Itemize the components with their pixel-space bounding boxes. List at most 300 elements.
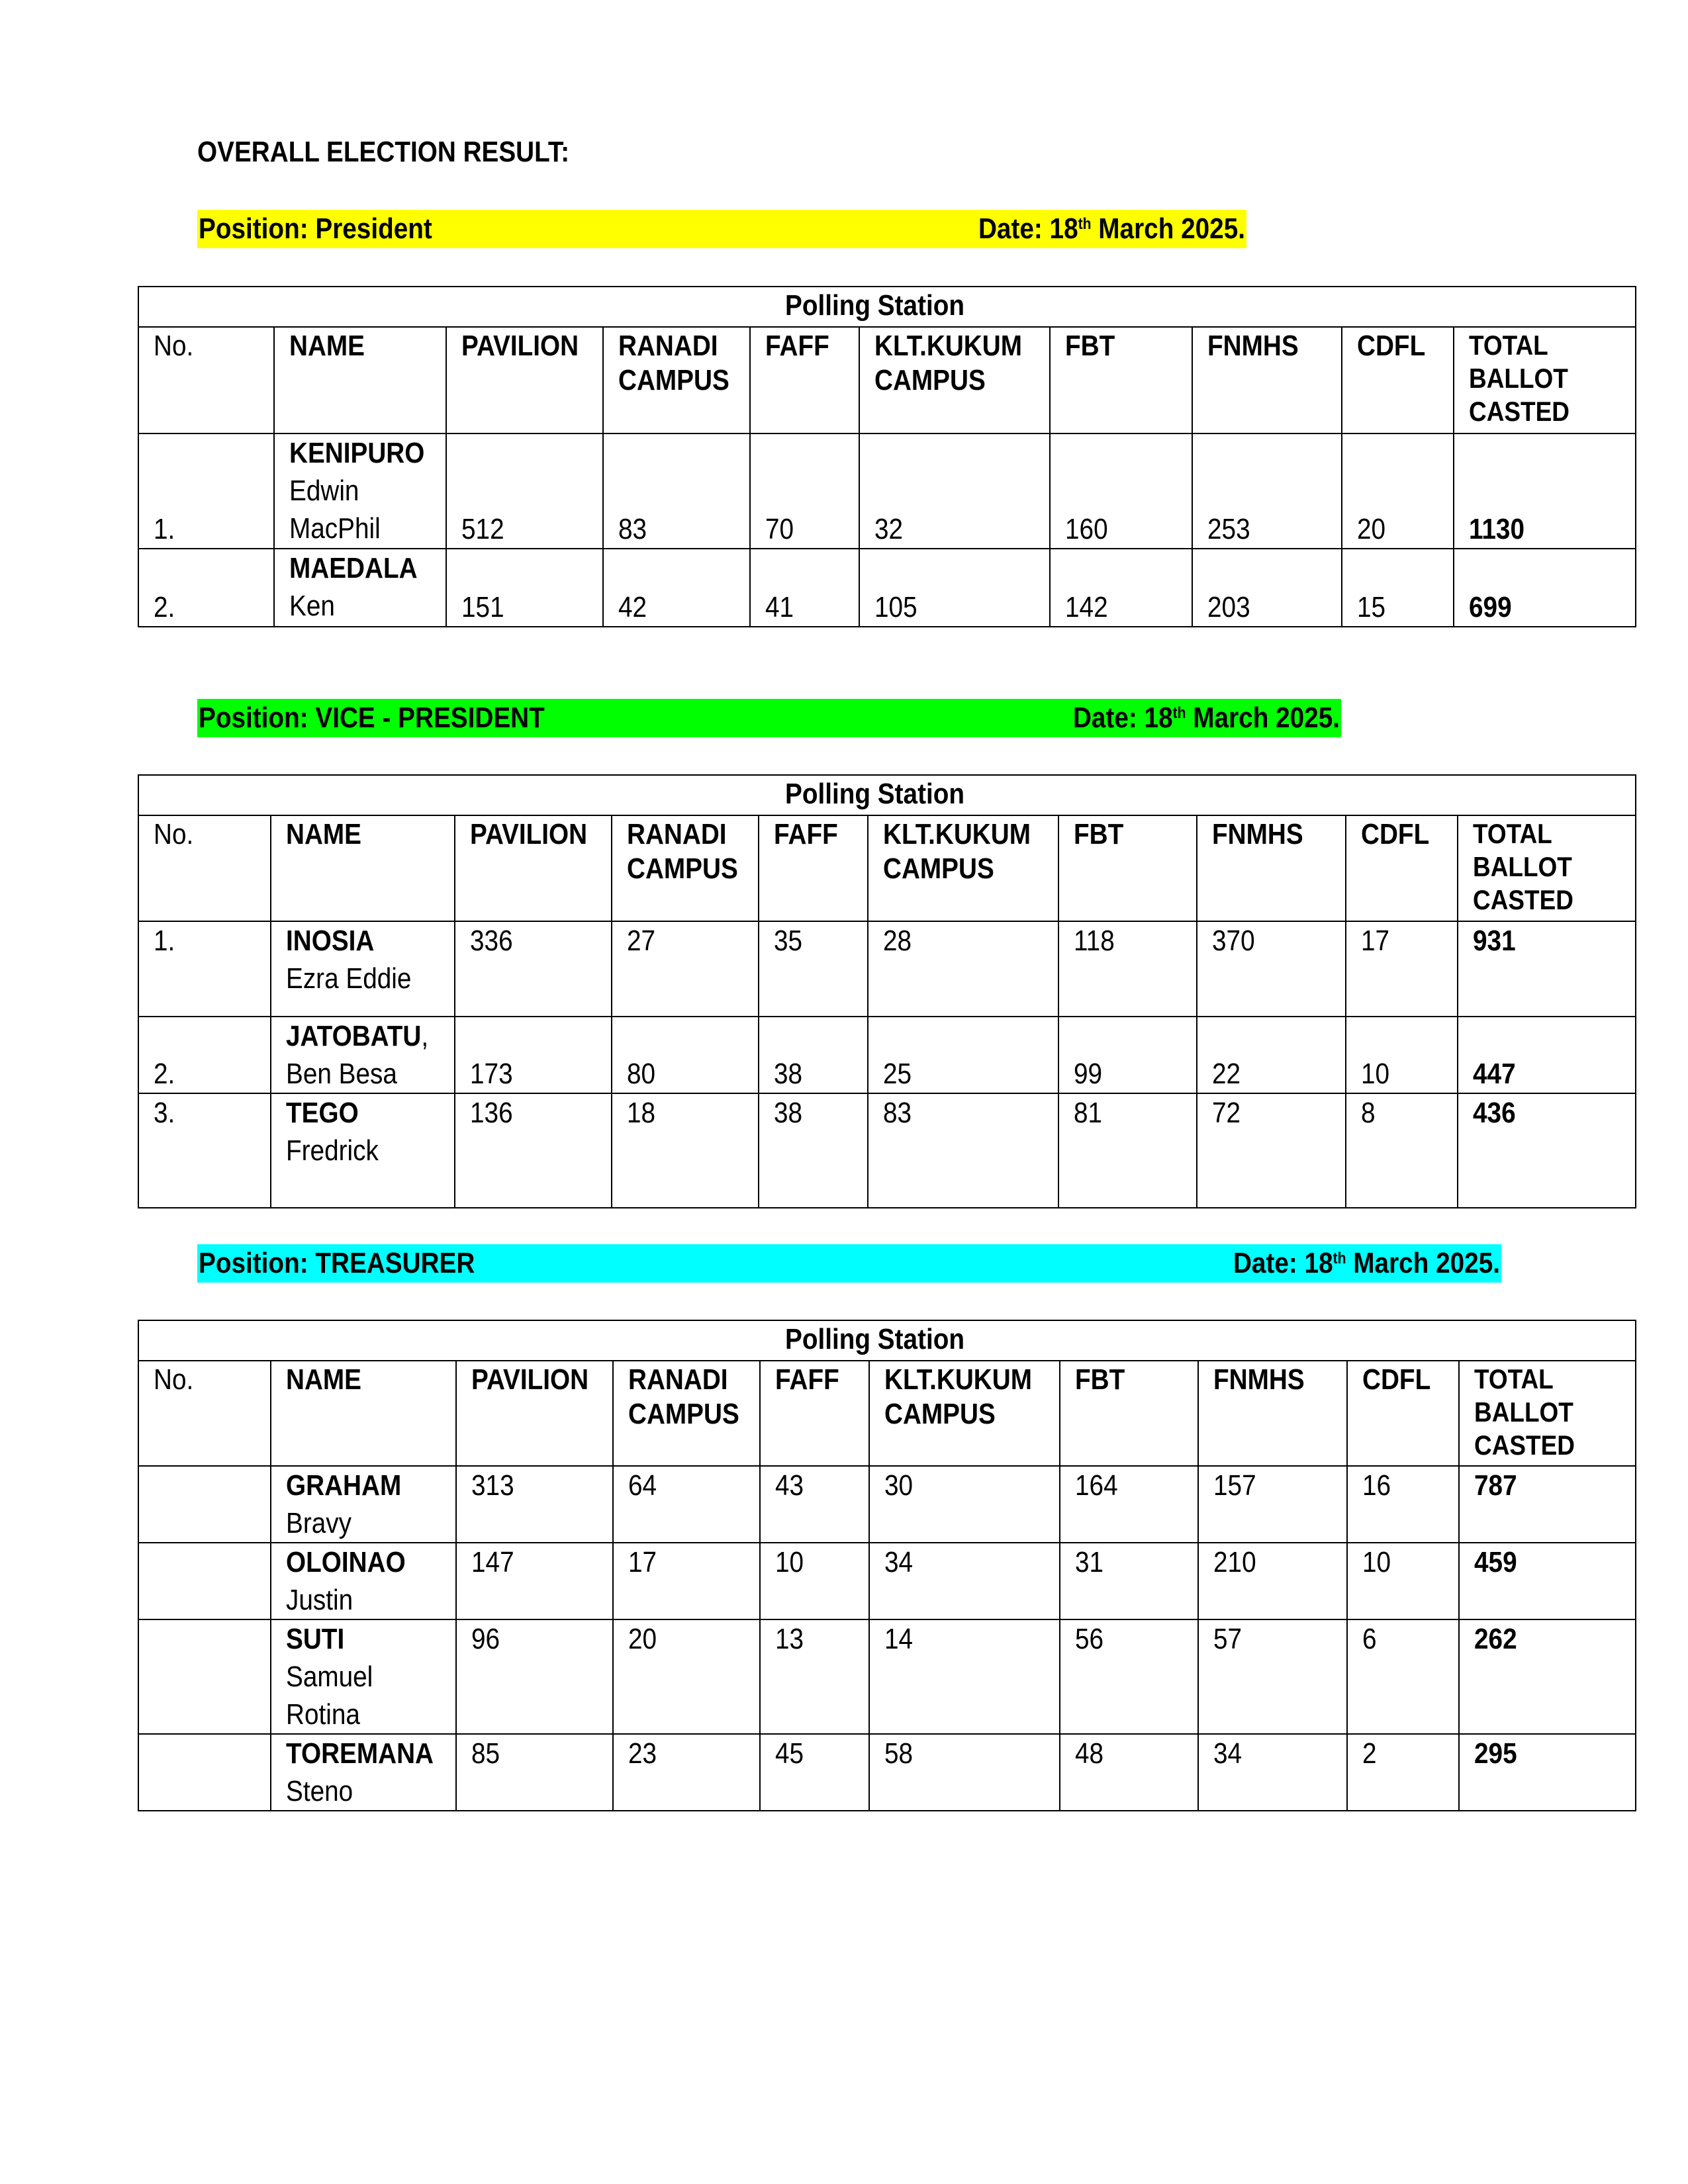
votes-pavilion (455, 1093, 612, 1208)
vote-count: 42 (618, 591, 647, 623)
votes-total (1454, 549, 1636, 627)
votes-faff (750, 549, 859, 627)
votes-klt-kukum-campus (869, 1619, 1060, 1734)
polling-station-label: Polling Station (785, 778, 965, 810)
votes-fbt (1060, 1466, 1198, 1543)
vote-count: 31 (1075, 1546, 1104, 1578)
column-header-label: RANADI CAMPUS (618, 330, 729, 396)
candidate-given-name: Edwin (289, 475, 359, 507)
vote-count: 58 (884, 1737, 914, 1770)
column-header (271, 1361, 456, 1466)
surname-line (286, 1735, 434, 1772)
candidate-surname: OLOINAO (286, 1546, 406, 1578)
candidate-row (138, 1017, 1636, 1093)
surname-line (286, 1467, 401, 1504)
vote-count: 83 (618, 513, 647, 545)
column-header-label: PAVILION (461, 330, 579, 362)
votes-cdfl (1342, 549, 1454, 627)
vote-count: 173 (470, 1058, 513, 1090)
column-header (868, 815, 1058, 921)
vote-count: 10 (775, 1546, 804, 1578)
date-suffix: March 2025. (1346, 1247, 1500, 1279)
column-header (1454, 327, 1636, 433)
candidate-name-block (289, 549, 418, 625)
candidate-name-block (286, 922, 411, 997)
votes-total (1454, 433, 1636, 549)
polling-station-label: Polling Station (785, 1323, 965, 1355)
votes-ranadi-campus (613, 1466, 760, 1543)
vote-count: 70 (765, 513, 794, 545)
vote-count: 142 (1065, 591, 1108, 623)
votes-klt-kukum-campus (868, 921, 1058, 1017)
votes-klt-kukum-campus (868, 1017, 1058, 1093)
column-header (1459, 1361, 1636, 1466)
votes-fbt (1060, 1619, 1198, 1734)
votes-faff (759, 1017, 868, 1093)
vote-count: 28 (883, 925, 912, 957)
vote-count: 57 (1213, 1623, 1243, 1655)
column-header (869, 1361, 1060, 1466)
column-header-label: TOTAL BALLOT CASTED (1474, 1363, 1575, 1461)
column-header-label: CDFL (1362, 1363, 1431, 1396)
header-row (138, 815, 1636, 921)
column-header-label: FNMHS (1207, 330, 1299, 362)
vote-count: 32 (874, 513, 904, 545)
votes-pavilion (446, 433, 603, 549)
vote-count: 43 (775, 1469, 804, 1502)
candidate-name-block (286, 1017, 428, 1093)
vote-count: 23 (628, 1737, 657, 1770)
candidate-row (138, 1093, 1636, 1208)
candidate-given-name: Ezra Eddie (286, 962, 412, 995)
results-table (138, 774, 1636, 1208)
column-header (138, 1361, 271, 1466)
column-header-label: FBT (1074, 818, 1124, 850)
column-header-label: TOTAL BALLOT CASTED (1469, 330, 1570, 427)
vote-count: 10 (1361, 1058, 1390, 1090)
total-ballots: 295 (1474, 1737, 1517, 1770)
votes-cdfl (1346, 1017, 1458, 1093)
vote-count: 56 (1075, 1623, 1104, 1655)
votes-fnmhs (1197, 921, 1346, 1017)
document-heading: OVERALL ELECTION RESULT: (197, 136, 570, 168)
vote-count: 99 (1074, 1058, 1103, 1090)
surname-line (286, 1094, 379, 1132)
vote-count: 20 (628, 1623, 657, 1655)
vote-count: 34 (1213, 1737, 1243, 1770)
vote-count: 16 (1362, 1469, 1391, 1502)
vote-count: 38 (774, 1058, 803, 1090)
vote-count: 64 (628, 1469, 657, 1502)
candidate-name-block (286, 1543, 406, 1619)
position-band (197, 210, 1246, 248)
votes-fbt (1058, 921, 1197, 1017)
total-ballots: 699 (1469, 591, 1512, 623)
candidate-number-value: 2. (154, 591, 175, 623)
vote-count: 17 (628, 1546, 657, 1578)
election-date (1073, 699, 1340, 737)
candidate-name-block (286, 1094, 379, 1169)
candidate-name-block (286, 1467, 401, 1542)
column-header (446, 327, 603, 433)
position-title: Position: President (199, 212, 432, 245)
column-header (859, 327, 1050, 433)
date-suffix: March 2025. (1091, 212, 1245, 245)
date-ordinal: th (1172, 704, 1186, 722)
column-header-label: FAFF (774, 818, 838, 850)
vote-count: 96 (471, 1623, 500, 1655)
votes-total (1459, 1543, 1636, 1619)
column-header-label: FBT (1075, 1363, 1125, 1396)
candidate-surname: JATOBATU (286, 1020, 422, 1052)
vote-count: 85 (471, 1737, 500, 1770)
vote-count: 370 (1212, 925, 1255, 957)
column-header-label: RANADI CAMPUS (627, 818, 738, 885)
results-table (138, 1320, 1636, 1811)
candidate-number-value: 3. (154, 1097, 175, 1129)
vote-count: 147 (471, 1546, 514, 1578)
total-ballots: 1130 (1469, 513, 1525, 545)
vote-count: 8 (1361, 1097, 1376, 1129)
vote-count: 118 (1074, 925, 1115, 957)
header-row (138, 327, 1636, 433)
votes-total (1459, 1619, 1636, 1734)
candidate-row (138, 1619, 1636, 1734)
election-date (978, 210, 1245, 248)
column-header-label: FNMHS (1212, 818, 1303, 850)
candidate-number-value: 2. (154, 1058, 175, 1090)
votes-ranadi-campus (613, 1543, 760, 1619)
vote-count: 6 (1362, 1623, 1377, 1655)
column-header (1347, 1361, 1459, 1466)
votes-fbt (1058, 1017, 1197, 1093)
candidate-number (138, 1619, 271, 1734)
candidate-given-name: Samuel (286, 1661, 373, 1693)
polling-station-header (138, 287, 1636, 327)
candidate-surname: GRAHAM (286, 1469, 402, 1502)
candidate-given-name: Ben Besa (286, 1058, 397, 1090)
election-date (1233, 1244, 1500, 1283)
votes-cdfl (1347, 1734, 1459, 1811)
column-header-label: KLT.KUKUM CAMPUS (883, 818, 1031, 885)
votes-cdfl (1342, 433, 1454, 549)
date-suffix: March 2025. (1186, 702, 1340, 734)
candidate-row (138, 549, 1636, 627)
polling-station-label: Polling Station (785, 289, 965, 322)
vote-count: 313 (471, 1469, 514, 1502)
votes-fbt (1058, 1093, 1197, 1208)
votes-klt-kukum-campus (859, 549, 1050, 627)
candidate-surname: KENIPURO (289, 437, 425, 469)
votes-faff (760, 1734, 869, 1811)
vote-count: 20 (1357, 513, 1386, 545)
column-header (1458, 815, 1636, 921)
vote-count: 48 (1075, 1737, 1104, 1770)
candidate-surname: MAEDALA (289, 552, 418, 584)
candidate-name (274, 549, 446, 627)
vote-count: 45 (775, 1737, 804, 1770)
votes-faff (759, 1093, 868, 1208)
column-header-label: CDFL (1361, 818, 1430, 850)
votes-total (1459, 1466, 1636, 1543)
votes-faff (750, 433, 859, 549)
votes-pavilion (456, 1734, 613, 1811)
date-ordinal: th (1078, 215, 1092, 233)
column-header-label: FAFF (765, 330, 829, 362)
candidate-number (138, 549, 274, 627)
results-table (138, 286, 1636, 627)
votes-ranadi-campus (613, 1619, 760, 1734)
column-header (274, 327, 446, 433)
candidate-name (271, 1619, 456, 1734)
vote-count: 210 (1213, 1546, 1256, 1578)
votes-klt-kukum-campus (859, 433, 1050, 549)
column-header (760, 1361, 869, 1466)
position-title: Position: TREASURER (199, 1247, 475, 1279)
column-header-label: FAFF (775, 1363, 839, 1396)
column-header-label: TOTAL BALLOT CASTED (1473, 818, 1573, 915)
votes-pavilion (455, 921, 612, 1017)
vote-count: 18 (627, 1097, 656, 1129)
column-header (1050, 327, 1192, 433)
header-row (138, 1361, 1636, 1466)
candidate-number (138, 921, 271, 1017)
position-title: Position: VICE - PRESIDENT (199, 702, 545, 734)
column-header (271, 815, 455, 921)
votes-ranadi-campus (613, 1734, 760, 1811)
column-header (456, 1361, 613, 1466)
vote-count: 10 (1362, 1546, 1391, 1578)
date-prefix: Date: 18 (1233, 1247, 1333, 1279)
vote-count: 14 (884, 1623, 914, 1655)
polling-station-header (138, 775, 1636, 815)
candidate-surname: TOREMANA (286, 1737, 434, 1770)
votes-klt-kukum-campus (869, 1734, 1060, 1811)
surname-line (286, 922, 411, 960)
votes-faff (760, 1543, 869, 1619)
candidate-given-name: Fredrick (286, 1134, 379, 1167)
votes-cdfl (1346, 1093, 1458, 1208)
votes-fbt (1050, 549, 1192, 627)
column-header (455, 815, 612, 921)
votes-ranadi-campus (612, 1017, 759, 1093)
votes-faff (760, 1619, 869, 1734)
candidate-row (138, 1543, 1636, 1619)
votes-klt-kukum-campus (869, 1466, 1060, 1543)
position-band (197, 699, 1341, 737)
candidate-name (271, 1017, 455, 1093)
votes-cdfl (1346, 921, 1458, 1017)
vote-count: 22 (1212, 1058, 1241, 1090)
column-header-label: FBT (1065, 330, 1115, 362)
candidate-name-block (289, 434, 424, 547)
column-header-label: RANADI CAMPUS (628, 1363, 739, 1430)
column-header (138, 815, 271, 921)
column-header-label: NAME (289, 330, 365, 362)
candidate-row (138, 921, 1636, 1017)
votes-cdfl (1347, 1619, 1459, 1734)
votes-fbt (1060, 1543, 1198, 1619)
vote-count: 512 (461, 513, 504, 545)
total-ballots: 436 (1473, 1097, 1516, 1129)
surname-line (286, 1543, 406, 1581)
vote-count: 80 (627, 1058, 656, 1090)
polling-station-row (138, 775, 1636, 815)
candidate-number (138, 1466, 271, 1543)
total-ballots: 262 (1474, 1623, 1517, 1655)
candidate-name (271, 1734, 456, 1811)
vote-count: 151 (461, 591, 504, 623)
candidate-given-name: Steno (286, 1775, 353, 1807)
vote-count: 164 (1075, 1469, 1118, 1502)
votes-ranadi-campus (603, 433, 750, 549)
total-ballots: 447 (1473, 1058, 1516, 1090)
column-header (1346, 815, 1458, 921)
votes-cdfl (1347, 1466, 1459, 1543)
date-prefix: Date: 18 (978, 212, 1078, 245)
votes-pavilion (446, 549, 603, 627)
column-header (138, 327, 274, 433)
votes-faff (760, 1466, 869, 1543)
vote-count: 336 (470, 925, 513, 957)
candidate-row (138, 433, 1636, 549)
votes-pavilion (455, 1017, 612, 1093)
surname-line (286, 1017, 428, 1055)
votes-pavilion (456, 1466, 613, 1543)
vote-count: 35 (774, 925, 803, 957)
vote-count: 136 (470, 1097, 513, 1129)
candidate-name (271, 1543, 456, 1619)
candidate-number-value: 1. (154, 513, 175, 545)
vote-count: 72 (1212, 1097, 1241, 1129)
votes-faff (759, 921, 868, 1017)
total-ballots: 931 (1473, 925, 1516, 957)
candidate-number (138, 1734, 271, 1811)
votes-ranadi-campus (612, 921, 759, 1017)
vote-count: 160 (1065, 513, 1108, 545)
candidate-name-block (286, 1620, 373, 1733)
vote-count: 27 (627, 925, 656, 957)
column-header (1197, 815, 1346, 921)
candidate-number (138, 1093, 271, 1208)
votes-fbt (1050, 433, 1192, 549)
candidate-surname: SUTI (286, 1623, 345, 1655)
candidate-number (138, 433, 274, 549)
votes-fnmhs (1198, 1543, 1347, 1619)
votes-ranadi-campus (612, 1093, 759, 1208)
column-header (1058, 815, 1197, 921)
column-header-label: PAVILION (471, 1363, 589, 1396)
vote-count: 253 (1207, 513, 1250, 545)
votes-fnmhs (1198, 1734, 1347, 1811)
votes-fnmhs (1197, 1017, 1346, 1093)
column-header-label: CDFL (1357, 330, 1426, 362)
vote-count: 105 (874, 591, 917, 623)
total-ballots: 459 (1474, 1546, 1517, 1578)
candidate-name-block (286, 1735, 434, 1810)
votes-total (1459, 1734, 1636, 1811)
candidate-name (271, 1093, 455, 1208)
vote-count: 15 (1357, 591, 1386, 623)
vote-count: 157 (1213, 1469, 1256, 1502)
column-header (750, 327, 859, 433)
vote-count: 17 (1361, 925, 1390, 957)
votes-total (1458, 921, 1636, 1017)
candidate-name (271, 1466, 456, 1543)
total-ballots: 787 (1474, 1469, 1517, 1502)
votes-fnmhs (1198, 1619, 1347, 1734)
votes-pavilion (456, 1543, 613, 1619)
polling-station-header (138, 1320, 1636, 1361)
surname-line (286, 1620, 373, 1658)
candidate-given-name: Bravy (286, 1507, 352, 1539)
date-ordinal: th (1333, 1250, 1346, 1267)
column-header (1192, 327, 1342, 433)
column-header-label: PAVILION (470, 818, 588, 850)
vote-count: 83 (883, 1097, 912, 1129)
column-header (1342, 327, 1454, 433)
candidate-given-name: Rotina (286, 1698, 360, 1731)
votes-fnmhs (1192, 549, 1342, 627)
column-header (603, 327, 750, 433)
votes-total (1458, 1017, 1636, 1093)
polling-station-row (138, 287, 1636, 327)
vote-count: 13 (775, 1623, 804, 1655)
surname-line (289, 434, 424, 472)
column-header (613, 1361, 760, 1466)
votes-total (1458, 1093, 1636, 1208)
column-header-label: NAME (286, 1363, 362, 1396)
column-header-label: NAME (286, 818, 362, 850)
candidate-name (274, 433, 446, 549)
votes-fnmhs (1198, 1466, 1347, 1543)
candidate-name (271, 921, 455, 1017)
candidate-row (138, 1734, 1636, 1811)
candidate-given-name: MacPhil (289, 512, 381, 545)
vote-count: 41 (765, 591, 794, 623)
vote-count: 25 (883, 1058, 912, 1090)
column-header (1060, 1361, 1198, 1466)
vote-count: 2 (1362, 1737, 1377, 1770)
votes-fnmhs (1197, 1093, 1346, 1208)
vote-count: 38 (774, 1097, 803, 1129)
candidate-given-name: Ken (289, 590, 335, 622)
column-header-label: KLT.KUKUM CAMPUS (884, 1363, 1032, 1430)
candidate-number (138, 1017, 271, 1093)
vote-count: 30 (884, 1469, 914, 1502)
position-band (197, 1244, 1501, 1283)
surname-punctuation: , (421, 1020, 429, 1052)
column-header (1198, 1361, 1347, 1466)
candidate-surname: INOSIA (286, 925, 375, 957)
votes-klt-kukum-campus (869, 1543, 1060, 1619)
surname-line (289, 549, 418, 587)
votes-fnmhs (1192, 433, 1342, 549)
candidate-row (138, 1466, 1636, 1543)
votes-fbt (1060, 1734, 1198, 1811)
vote-count: 203 (1207, 591, 1250, 623)
candidate-surname: TEGO (286, 1097, 359, 1129)
column-header-label: No. (154, 330, 194, 362)
votes-klt-kukum-campus (868, 1093, 1058, 1208)
column-header-label: FNMHS (1213, 1363, 1305, 1396)
column-header (759, 815, 868, 921)
column-header (612, 815, 759, 921)
polling-station-row (138, 1320, 1636, 1361)
votes-cdfl (1347, 1543, 1459, 1619)
vote-count: 81 (1074, 1097, 1103, 1129)
column-header-label: No. (154, 1363, 194, 1396)
